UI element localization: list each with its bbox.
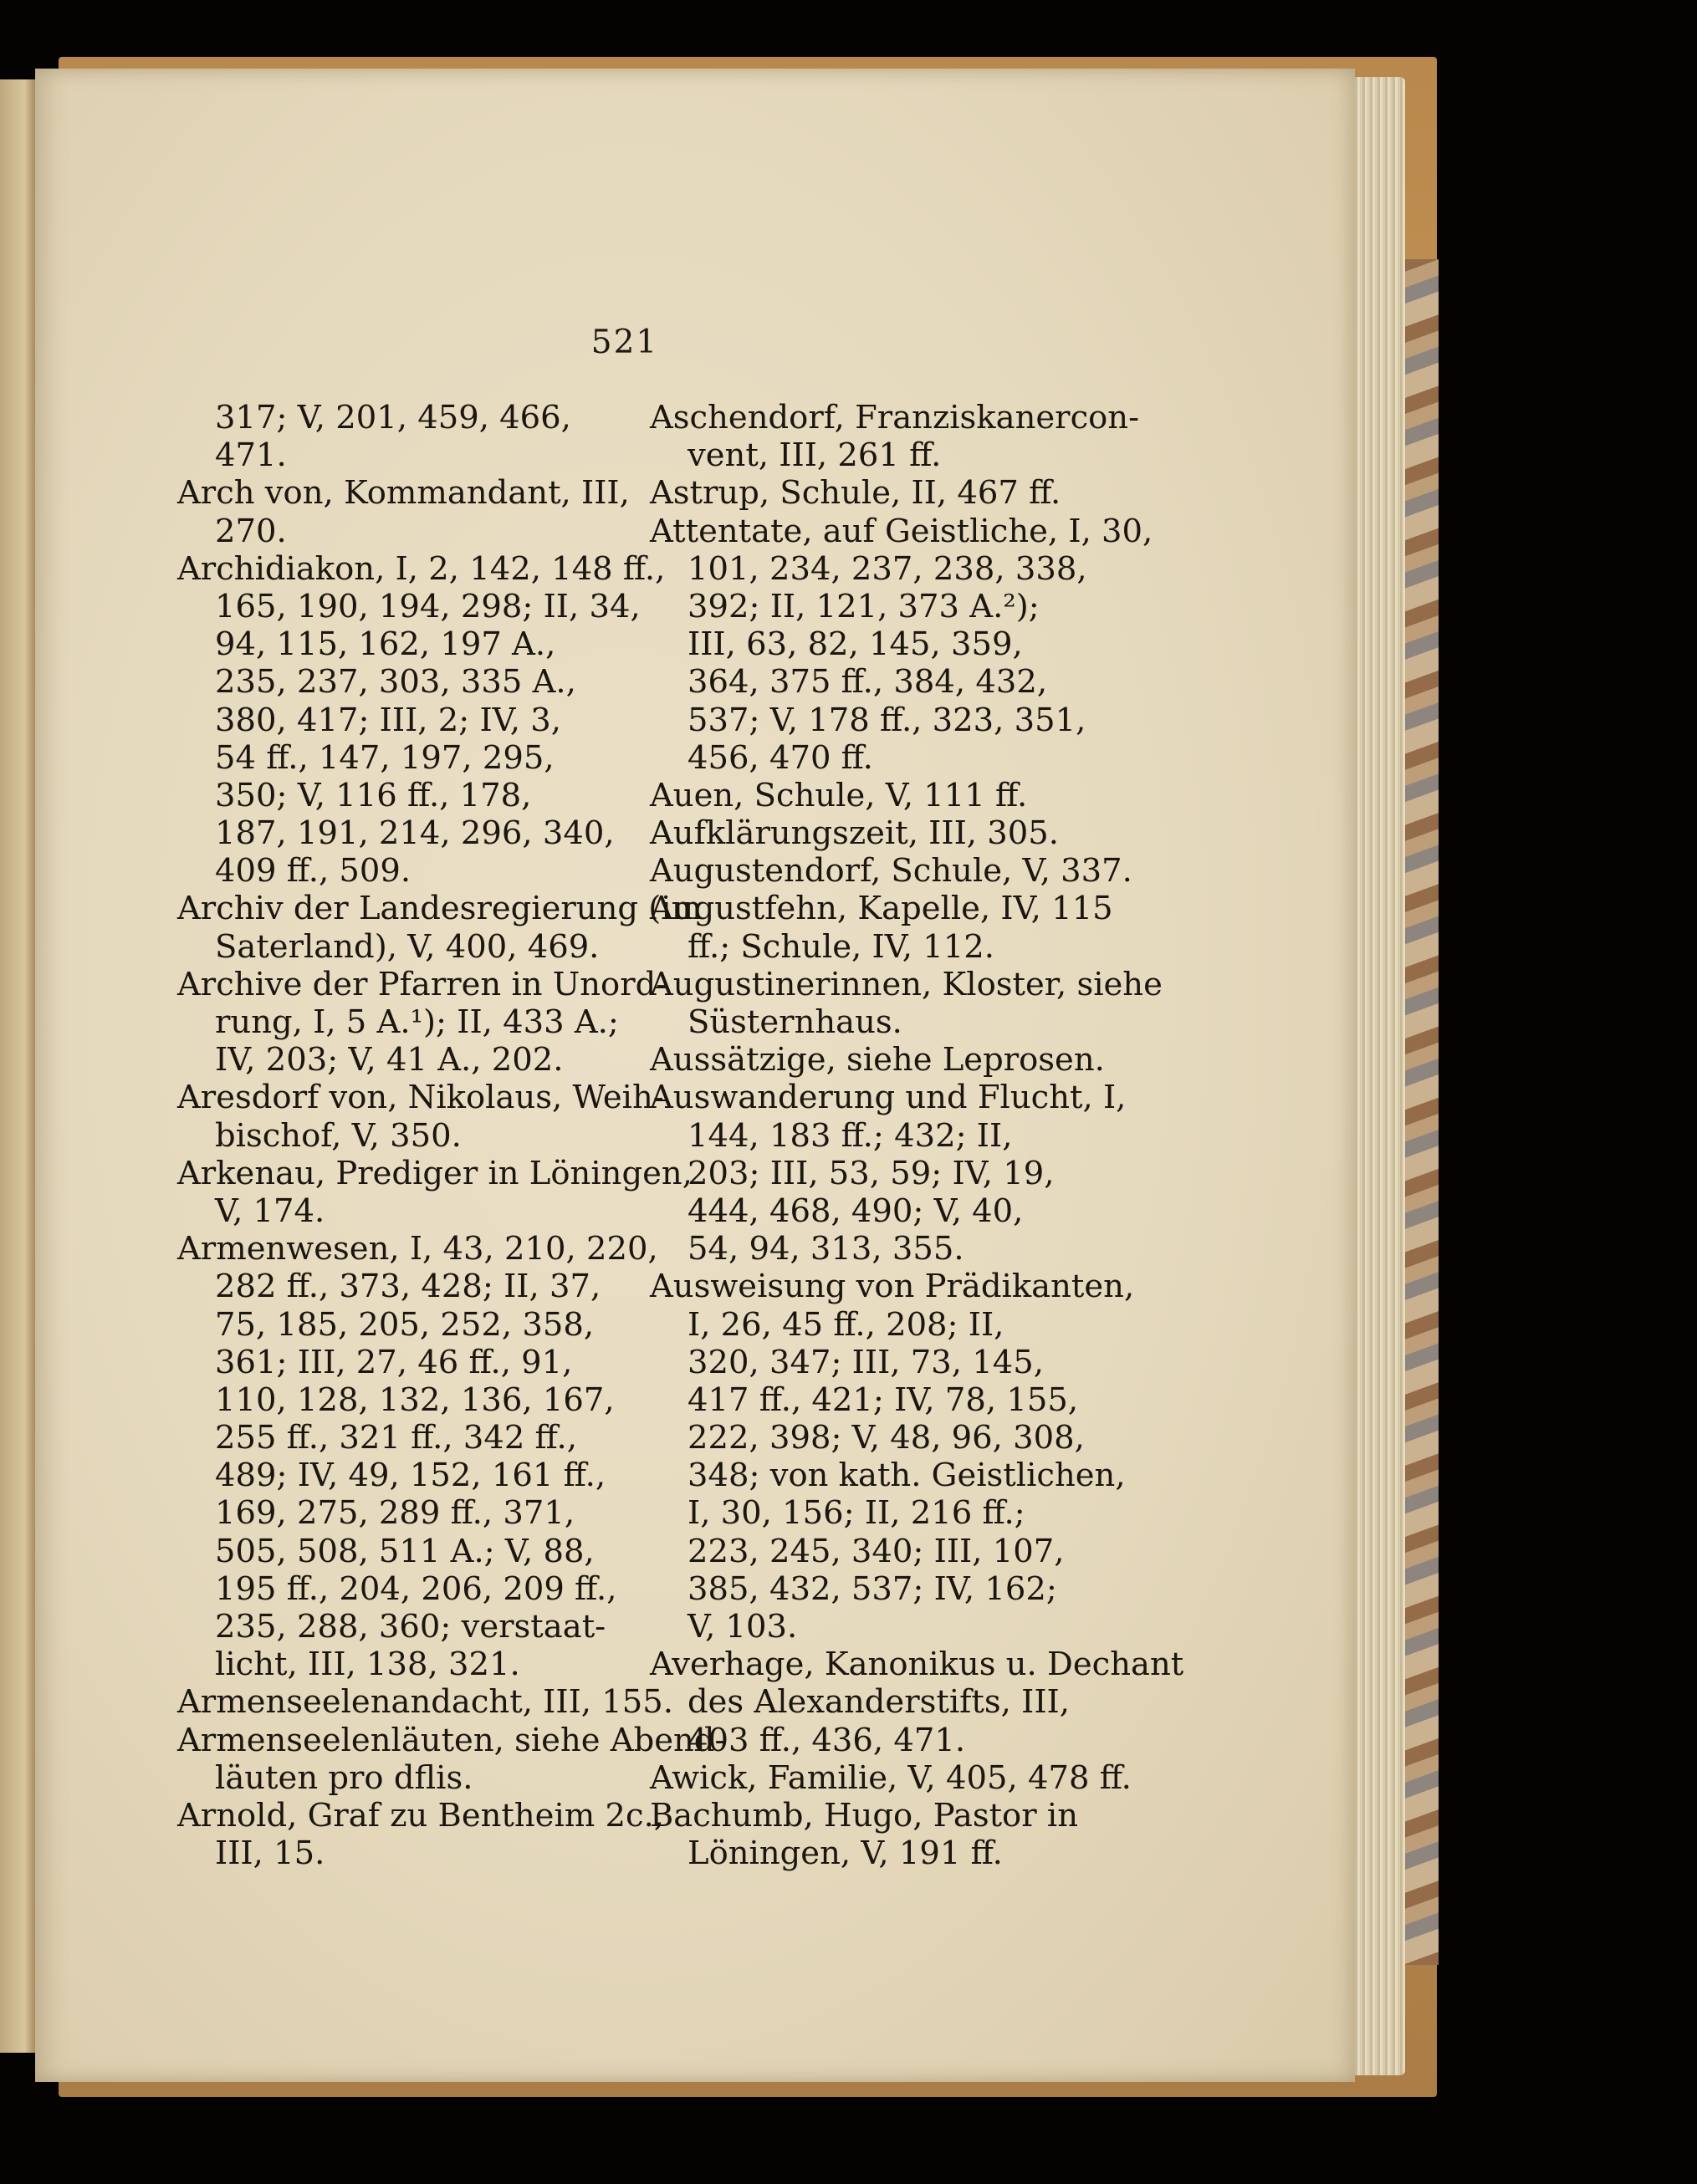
index-entry-heading: Aresdorf von, Nikolaus, Weih- (177, 1079, 664, 1117)
index-entry-heading: Archive der Pfarren in Unord- (177, 965, 667, 1003)
index-entry-continuation: Saterland), V, 400, 469. (215, 927, 600, 966)
index-entry-heading: Averhage, Kanonikus u. Dechant (650, 1646, 1184, 1684)
index-entry-heading: Bachumb, Hugo, Pastor in (650, 1796, 1078, 1834)
index-entry-heading: Aussätzige, siehe Leprosen. (650, 1041, 1105, 1079)
index-entry-continuation: 505, 508, 511 A.; V, 88, (215, 1532, 595, 1570)
index-entry-continuation: 270. (215, 512, 287, 550)
index-entry-continuation: Löningen, V, 191 ff. (687, 1834, 1003, 1873)
index-entry-continuation: vent, III, 261 ff. (687, 436, 942, 475)
index-entry-continuation: IV, 203; V, 41 A., 202. (215, 1041, 564, 1079)
index-entry-continuation: 444, 468, 490; V, 40, (687, 1192, 1024, 1230)
index-entry-continuation: 255 ff., 321 ff., 342 ff., (215, 1419, 578, 1457)
index-entry-heading: Arch von, Kommandant, III, (177, 474, 630, 513)
index-entry-continuation: V, 174. (215, 1192, 325, 1230)
index-entry-continuation: 75, 185, 205, 252, 358, (215, 1305, 595, 1344)
index-entry-continuation: 54, 94, 313, 355. (687, 1230, 964, 1268)
index-entry-continuation: I, 30, 156; II, 216 ff.; (687, 1494, 1025, 1533)
index-entry-heading: Armenwesen, I, 43, 210, 220, (177, 1230, 658, 1268)
index-entry-continuation: 489; IV, 49, 152, 161 ff., (215, 1457, 606, 1495)
index-entry-heading: Augustfehn, Kapelle, IV, 115 (650, 890, 1113, 928)
index-entry-heading: Arnold, Graf zu Bentheim 2c., (177, 1796, 665, 1834)
index-entry-heading: Attentate, auf Geistliche, I, 30, (650, 512, 1153, 550)
index-entry-continuation: rung, I, 5 A.¹); II, 433 A.; (215, 1003, 619, 1041)
index-entry-heading: Archidiakon, I, 2, 142, 148 ff., (177, 549, 666, 588)
index-entry-continuation: 203; III, 53, 59; IV, 19, (687, 1154, 1055, 1192)
index-entry-continuation: läuten pro dflis. (215, 1758, 473, 1797)
index-entry-continuation: 144, 183 ff.; 432; II, (687, 1116, 1013, 1155)
facing-page-edge (0, 79, 35, 2053)
index-entry-continuation: V, 103. (687, 1608, 798, 1646)
index-entry-continuation: 317; V, 201, 459, 466, (215, 399, 571, 436)
index-entry-continuation: 282 ff., 373, 428; II, 37, (215, 1268, 601, 1306)
book-page (35, 69, 1355, 2082)
index-entry-heading: Augustendorf, Schule, V, 337. (650, 852, 1132, 890)
page-number: 521 (590, 324, 659, 361)
index-entry-continuation: 380, 417; III, 2; IV, 3, (215, 701, 561, 739)
index-entry-heading: Awick, Familie, V, 405, 478 ff. (650, 1758, 1132, 1797)
index-entry-continuation: 235, 288, 360; verstaat- (215, 1608, 606, 1646)
index-entry-continuation: 361; III, 27, 46 ff., 91, (215, 1343, 573, 1381)
index-entry-continuation: 364, 375 ff., 384, 432, (687, 663, 1048, 702)
index-entry-heading: Armenseelenandacht, III, 155. (177, 1683, 673, 1722)
index-entry-continuation: 320, 347; III, 73, 145, (687, 1343, 1044, 1381)
index-entry-heading: Arkenau, Prediger in Löningen, (177, 1154, 693, 1192)
index-entry-heading: Ausweisung von Prädikanten, (650, 1268, 1135, 1306)
index-entry-continuation: 195 ff., 204, 206, 209 ff., (215, 1569, 617, 1608)
index-entry-continuation: bischof, V, 350. (215, 1116, 462, 1155)
index-column-left (177, 399, 726, 1873)
index-entry-continuation: licht, III, 138, 321. (215, 1646, 520, 1684)
index-entry-heading: Auswanderung und Flucht, I, (650, 1079, 1127, 1117)
index-entry-continuation: III, 15. (215, 1834, 325, 1873)
index-entry-continuation: 471. (215, 436, 287, 475)
index-entry-heading: Aschendorf, Franziskanercon- (650, 399, 1140, 436)
index-entry-continuation: 348; von kath. Geistlichen, (687, 1457, 1126, 1495)
index-entry-continuation: III, 63, 82, 145, 359, (687, 625, 1023, 664)
index-entry-continuation: des Alexanderstifts, III, (687, 1683, 1070, 1722)
index-entry-continuation: 222, 398; V, 48, 96, 308, (687, 1419, 1085, 1457)
index-entry-continuation: 417 ff., 421; IV, 78, 155, (687, 1380, 1079, 1419)
index-entry-continuation: 223, 245, 340; III, 107, (687, 1532, 1065, 1570)
index-entry-continuation: I, 26, 45 ff., 208; II, (687, 1305, 1004, 1344)
index-entry-heading: Augustinerinnen, Kloster, siehe (650, 965, 1163, 1003)
index-entry-heading: Archiv der Landesregierung (im (177, 890, 703, 928)
index-entry-continuation: 169, 275, 289 ff., 371, (215, 1494, 575, 1533)
index-entry-continuation: 54 ff., 147, 197, 295, (215, 738, 555, 777)
index-entry-continuation: 385, 432, 537; IV, 162; (687, 1569, 1057, 1608)
index-entry-continuation: 537; V, 178 ff., 323, 351, (687, 701, 1086, 739)
index-entry-continuation: 403 ff., 436, 471. (687, 1721, 966, 1759)
index-entry-continuation: 94, 115, 162, 197 A., (215, 625, 556, 664)
index-entry-continuation: 165, 190, 194, 298; II, 34, (215, 587, 641, 625)
index-entry-continuation: 392; II, 121, 373 A.²); (687, 587, 1040, 625)
index-entry-heading: Armenseelenläuten, siehe Abend- (177, 1721, 726, 1759)
index-entry-continuation: Süsternhaus. (687, 1003, 902, 1041)
index-entry-heading: Auen, Schule, V, 111 ff. (650, 776, 1028, 814)
index-entry-heading: Astrup, Schule, II, 467 ff. (650, 474, 1061, 513)
index-entry-continuation: 110, 128, 132, 136, 167, (215, 1380, 615, 1419)
index-entry-continuation: ff.; Schule, IV, 112. (687, 927, 995, 966)
index-entry-continuation: 187, 191, 214, 296, 340, (215, 814, 615, 853)
index-entry-continuation: 350; V, 116 ff., 178, (215, 776, 532, 814)
index-column-right (650, 399, 1184, 1873)
index-entry-continuation: 101, 234, 237, 238, 338, (687, 549, 1087, 588)
index-entry-heading: Aufklärungszeit, III, 305. (650, 814, 1059, 853)
index-entry-continuation: 235, 237, 303, 335 A., (215, 663, 576, 702)
index-entry-continuation: 456, 470 ff. (687, 738, 873, 777)
index-entry-continuation: 409 ff., 509. (215, 852, 411, 890)
